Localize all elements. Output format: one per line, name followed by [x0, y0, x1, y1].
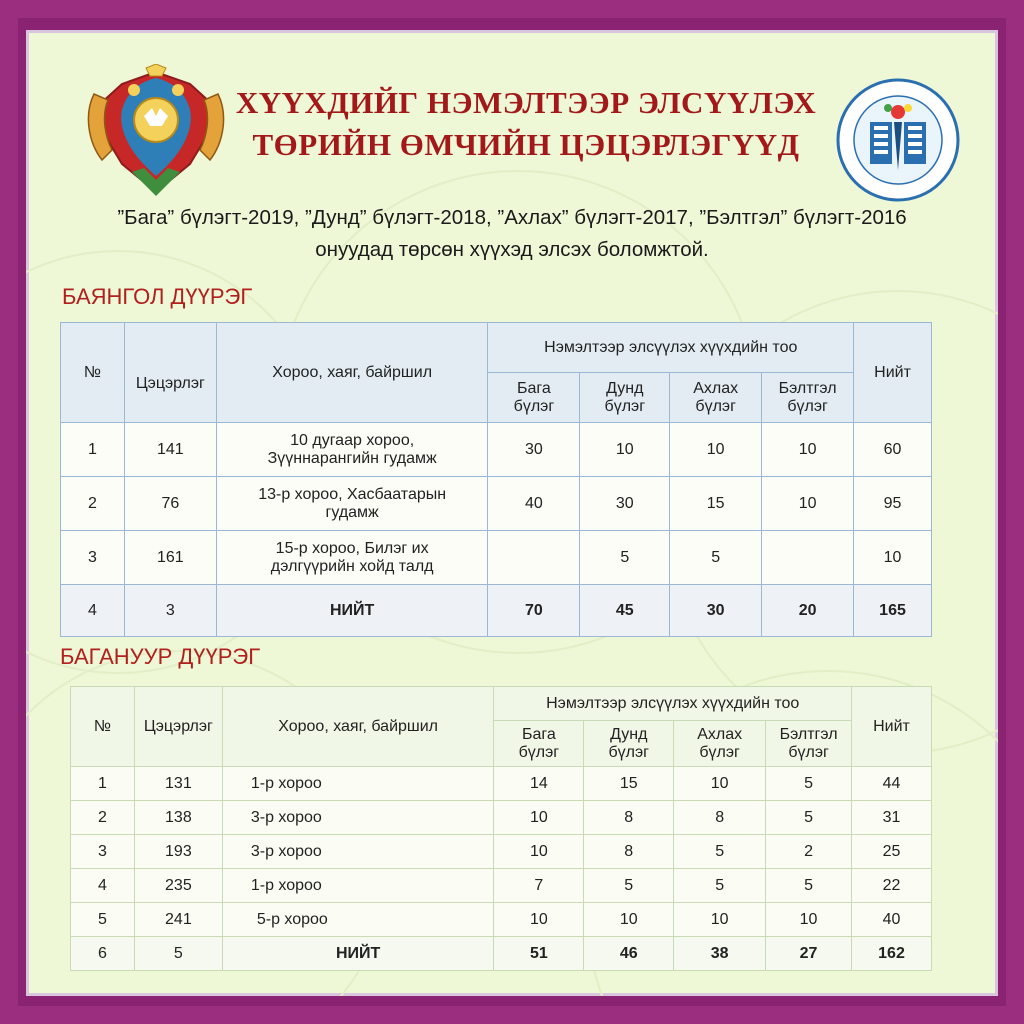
- table-row: [61, 423, 932, 477]
- cell-kinder: 193: [134, 835, 222, 869]
- header-dund: Дунд бүлэг: [584, 721, 674, 767]
- header-ahlah: Ахлах бүлэг: [674, 721, 766, 767]
- cell-beltgel: 27: [766, 937, 852, 971]
- cell-kinder: 76: [124, 477, 216, 531]
- cell-no: 4: [61, 585, 125, 637]
- cell-address: 13-р хороо, Хасбаатарын гудамж: [216, 477, 488, 531]
- cell-kinder: 141: [124, 423, 216, 477]
- table-row: [71, 801, 932, 835]
- cell-dund: 10: [584, 903, 674, 937]
- cell-beltgel: 10: [762, 477, 854, 531]
- cell-no: 1: [71, 767, 135, 801]
- cell-beltgel: 2: [766, 835, 852, 869]
- table-row: [61, 531, 932, 585]
- cell-beltgel: 5: [766, 869, 852, 903]
- header-total: Нийт: [854, 323, 932, 423]
- cell-beltgel: 20: [762, 585, 854, 637]
- cell-baga: 10: [494, 801, 584, 835]
- cell-baga: 14: [494, 767, 584, 801]
- cell-kinder: 138: [134, 801, 222, 835]
- cell-ahlah: 5: [674, 835, 766, 869]
- district-title-baganuur: БАГАНУУР ДҮҮРЭГ: [60, 644, 261, 669]
- cell-ahlah: 38: [674, 937, 766, 971]
- cell-dund: 8: [584, 835, 674, 869]
- cell-ahlah: 15: [670, 477, 762, 531]
- cell-kinder: 235: [134, 869, 222, 903]
- header-no: №: [61, 323, 125, 423]
- cell-dund: 8: [584, 801, 674, 835]
- cell-address: 5-р хороо: [222, 903, 494, 937]
- cell-address: 1-р хороо: [222, 767, 494, 801]
- cell-total: 10: [854, 531, 932, 585]
- title-line-2: ТӨРИЙН ӨМЧИЙН ЦЭЦЭРЛЭГҮҮД: [252, 127, 800, 162]
- cell-dund: 45: [580, 585, 670, 637]
- cell-ahlah: 30: [670, 585, 762, 637]
- cell-no: 4: [71, 869, 135, 903]
- cell-baga: 10: [494, 903, 584, 937]
- cell-total: 95: [854, 477, 932, 531]
- header-ahlah: Ахлах бүлэг: [670, 373, 762, 423]
- header-baga: Бага бүлэг: [494, 721, 584, 767]
- cell-no: 3: [71, 835, 135, 869]
- education-department-logo-icon: [836, 78, 960, 202]
- cell-address: 3-р хороо: [222, 835, 494, 869]
- cell-address: 10 дугаар хороо, Зүүннарангийн гудамж: [216, 423, 488, 477]
- cell-no: 6: [71, 937, 135, 971]
- header-address: Хороо, хаяг, байршил: [216, 323, 488, 423]
- header-kinder: Цэцэрлэг: [134, 687, 222, 767]
- cell-no: 3: [61, 531, 125, 585]
- cell-beltgel: 5: [766, 767, 852, 801]
- cell-no: 5: [71, 903, 135, 937]
- total-row: [61, 585, 932, 637]
- cell-baga: 10: [494, 835, 584, 869]
- intro-line-1: ”Бага” бүлэгт-2019, ”Дунд” бүлэгт-2018, ”Ахлах” бүлэгт-2017, ”Бэлтгэл” бүлэгт-2016: [117, 206, 907, 229]
- cell-total: 44: [852, 767, 932, 801]
- header-group-count: Нэмэлтээр элсүүлэх хүүхдийн тоо: [488, 323, 854, 373]
- header-dund: Дунд бүлэг: [580, 373, 670, 423]
- cell-total: 25: [852, 835, 932, 869]
- cell-address: 1-р хороо: [222, 869, 494, 903]
- cell-kinder: 241: [134, 903, 222, 937]
- cell-beltgel: [762, 531, 854, 585]
- cell-kinder: 5: [134, 937, 222, 971]
- header-group-count: Нэмэлтээр элсүүлэх хүүхдийн тоо: [494, 687, 852, 721]
- bayangol-table: [60, 322, 932, 637]
- cell-total: 22: [852, 869, 932, 903]
- cell-kinder: 131: [134, 767, 222, 801]
- table-row: [71, 903, 932, 937]
- cell-beltgel: 10: [766, 903, 852, 937]
- content-panel: [26, 30, 998, 996]
- intro-text: [26, 202, 998, 266]
- cell-ahlah: 10: [670, 423, 762, 477]
- total-label: НИЙТ: [216, 585, 488, 637]
- cell-baga: [488, 531, 580, 585]
- table-row: [71, 869, 932, 903]
- cell-ahlah: 5: [674, 869, 766, 903]
- table-row: [71, 767, 932, 801]
- cell-ahlah: 8: [674, 801, 766, 835]
- header-total: Нийт: [852, 687, 932, 767]
- total-label: НИЙТ: [222, 937, 494, 971]
- cell-no: 2: [71, 801, 135, 835]
- cell-baga: 51: [494, 937, 584, 971]
- cell-baga: 7: [494, 869, 584, 903]
- header-beltgel: Бэлтгэл бүлэг: [762, 373, 854, 423]
- cell-address: 3-р хороо: [222, 801, 494, 835]
- total-row: [71, 937, 932, 971]
- table-row: [71, 835, 932, 869]
- cell-total: 40: [852, 903, 932, 937]
- cell-total: 60: [854, 423, 932, 477]
- cell-kinder: 161: [124, 531, 216, 585]
- intro-line-2: онуудад төрсөн хүүхэд элсэх боломжтой.: [315, 238, 709, 261]
- cell-no: 1: [61, 423, 125, 477]
- cell-total: 165: [854, 585, 932, 637]
- title-line-1: ХҮҮХДИЙГ НЭМЭЛТЭЭР ЭЛСҮҮЛЭХ: [235, 85, 817, 120]
- cell-kinder: 3: [124, 585, 216, 637]
- cell-dund: 30: [580, 477, 670, 531]
- header-baga: Бага бүлэг: [488, 373, 580, 423]
- cell-dund: 46: [584, 937, 674, 971]
- cell-total: 31: [852, 801, 932, 835]
- cell-dund: 5: [580, 531, 670, 585]
- cell-address: 15-р хороо, Билэг их дэлгүүрийн хойд талд: [216, 531, 488, 585]
- cell-baga: 40: [488, 477, 580, 531]
- table-row: [61, 477, 932, 531]
- cell-ahlah: 5: [670, 531, 762, 585]
- cell-dund: 10: [580, 423, 670, 477]
- page-title: [216, 82, 836, 166]
- cell-baga: 70: [488, 585, 580, 637]
- cell-dund: 5: [584, 869, 674, 903]
- header-kinder: Цэцэрлэг: [124, 323, 216, 423]
- header-no: №: [71, 687, 135, 767]
- baganuur-table: [70, 686, 932, 971]
- header-beltgel: Бэлтгэл бүлэг: [766, 721, 852, 767]
- state-emblem-icon: [82, 64, 230, 200]
- cell-ahlah: 10: [674, 767, 766, 801]
- header-address: Хороо, хаяг, байршил: [222, 687, 494, 767]
- district-title-bayangol: БАЯНГОЛ ДҮҮРЭГ: [62, 284, 253, 309]
- cell-beltgel: 10: [762, 423, 854, 477]
- cell-no: 2: [61, 477, 125, 531]
- cell-beltgel: 5: [766, 801, 852, 835]
- cell-ahlah: 10: [674, 903, 766, 937]
- cell-total: 162: [852, 937, 932, 971]
- cell-dund: 15: [584, 767, 674, 801]
- cell-baga: 30: [488, 423, 580, 477]
